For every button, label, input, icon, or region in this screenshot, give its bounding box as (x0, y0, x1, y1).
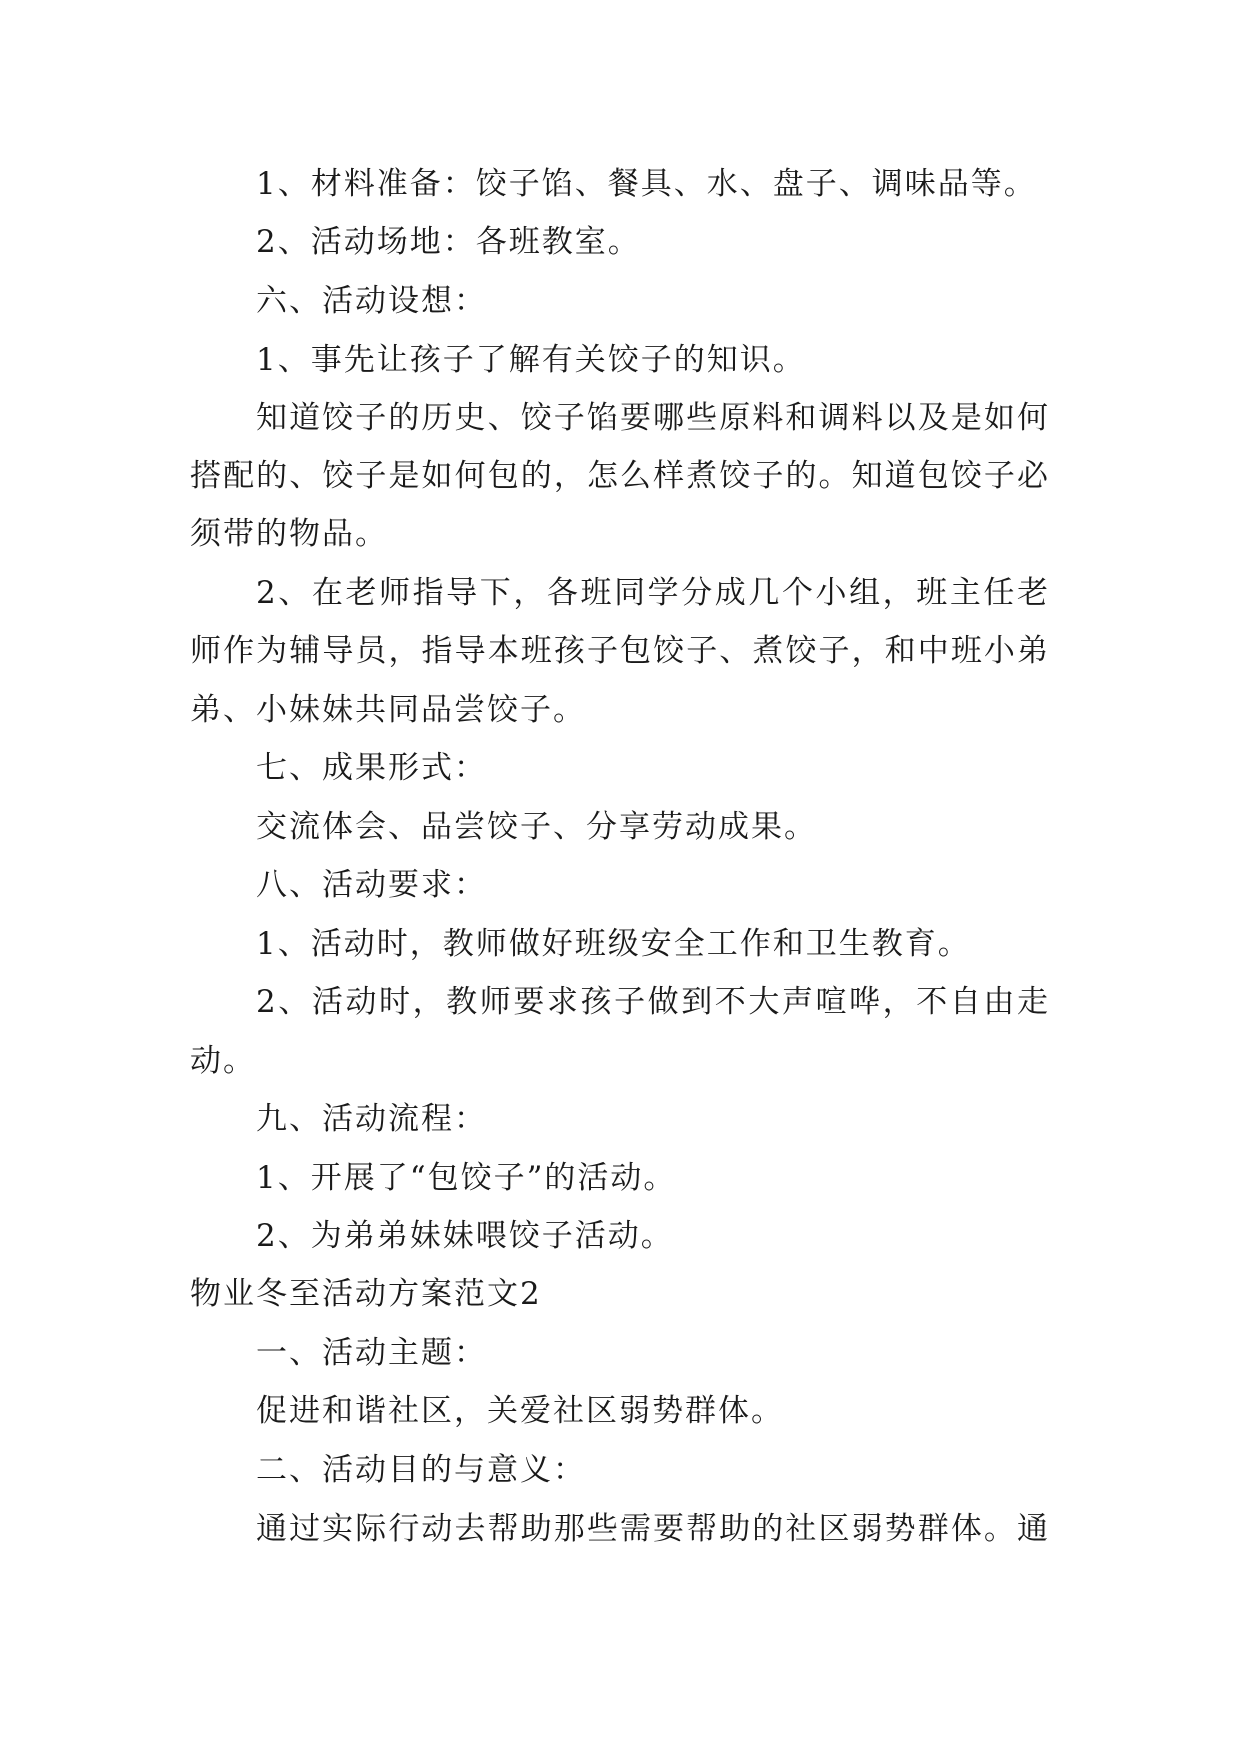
text-line-prior-knowledge: 1、事先让孩子了解有关饺子的知识。 (256, 342, 806, 378)
text-line-requirement-2: 2、活动时，教师要求孩子做到不大声喧哗，不自由走 (256, 984, 1050, 1020)
text-line-materials: 1、材料准备：饺子馅、餐具、水、盘子、调味品等。 (256, 166, 1037, 202)
section-heading-requirements: 八、活动要求： (256, 867, 487, 903)
section-heading-purpose: 二、活动目的与意义： (256, 1452, 586, 1488)
text-line-theme: 促进和谐社区，关爱社区弱势群体。 (256, 1393, 784, 1429)
section-heading-theme: 一、活动主题： (256, 1335, 487, 1371)
text-line-venue: 2、活动场地：各班教室。 (256, 224, 641, 260)
paragraph-line: 搭配的、饺子是如何包的，怎么样煮饺子的。知道包饺子必 (190, 458, 1050, 494)
paragraph-line: 动。 (190, 1043, 256, 1079)
section-heading-process: 九、活动流程： (256, 1101, 487, 1137)
paragraph-line: 知道饺子的历史、饺子馅要哪些原料和调料以及是如何 (256, 400, 1050, 436)
section-heading-results: 七、成果形式： (256, 750, 487, 786)
paragraph-line: 弟、小妹妹共同品尝饺子。 (190, 692, 586, 728)
text-line-process-2: 2、为弟弟妹妹喂饺子活动。 (256, 1218, 674, 1254)
text-line-results: 交流体会、品尝饺子、分享劳动成果。 (256, 809, 817, 845)
document-title-sample-2: 物业冬至活动方案范文2 (190, 1276, 542, 1312)
paragraph-line: 须带的物品。 (190, 516, 388, 552)
paragraph-line: 通过实际行动去帮助那些需要帮助的社区弱势群体。通 (256, 1511, 1050, 1547)
text-line-process-1: 1、开展了“包饺子”的活动。 (256, 1160, 677, 1196)
paragraph-line: 2、在老师指导下，各班同学分成几个小组，班主任老 (256, 575, 1050, 611)
section-heading-activity-plan: 六、活动设想： (256, 283, 487, 319)
text-line-requirement-1: 1、活动时，教师做好班级安全工作和卫生教育。 (256, 926, 971, 962)
paragraph-line: 师作为辅导员，指导本班孩子包饺子、煮饺子，和中班小弟 (190, 633, 1050, 669)
